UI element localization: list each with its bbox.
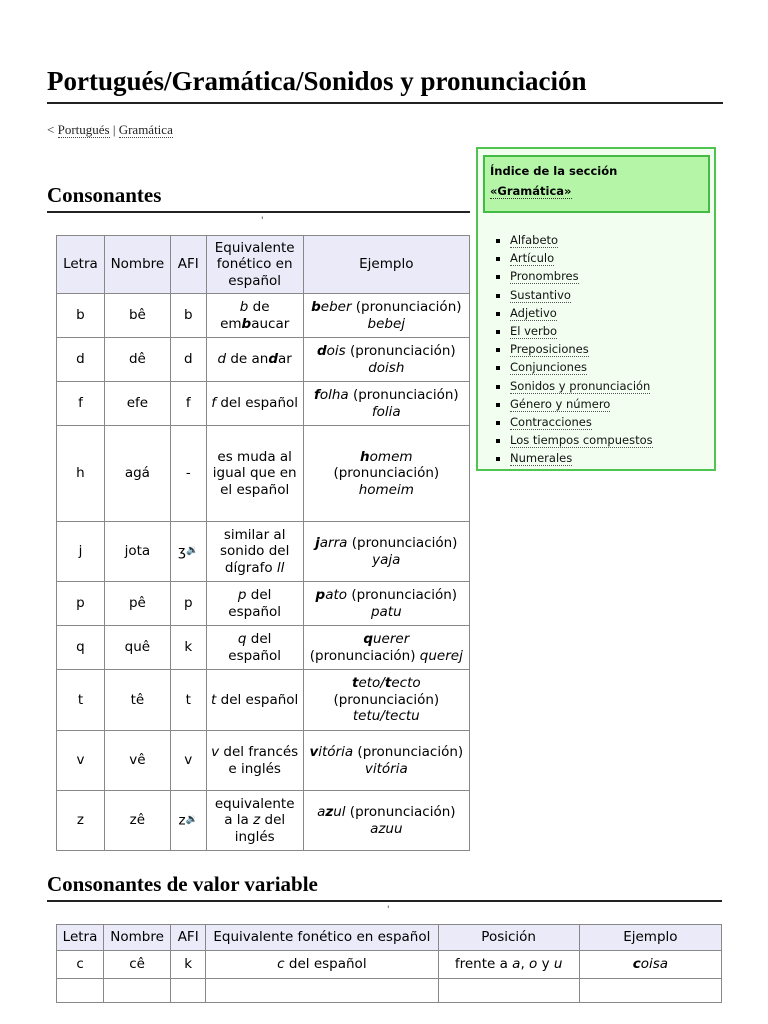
table-row [57, 426, 470, 522]
table-row [57, 626, 470, 670]
table-cell-equivalente: f del español [206, 382, 303, 426]
table-cell-ejemplo: teto/tecto (pronunciación) tetu/tectu [303, 670, 469, 731]
index-link[interactable]: Adjetivo [510, 305, 557, 320]
table-cell-afi [171, 951, 206, 979]
index-link[interactable]: Preposiciones [510, 342, 589, 357]
index-item [510, 358, 653, 376]
afi-symbol: d [184, 351, 193, 368]
table-cell-letra: c [57, 951, 104, 979]
table-cell-letra [57, 979, 104, 1003]
table-cell-posicion: frente a a, o y u [438, 951, 579, 979]
column-header: Equivalente fonético en español [206, 925, 438, 951]
table-row [57, 731, 470, 791]
table-cell-nombre: jota [104, 522, 170, 582]
table-cell-afi [170, 791, 206, 851]
table-cell-nombre: quê [104, 626, 170, 670]
afi-symbol: - [185, 465, 191, 482]
index-item [510, 431, 653, 449]
table-cell-letra: t [57, 670, 105, 731]
afi-symbol: ʒ [178, 543, 186, 560]
table-row [57, 979, 722, 1003]
table-row [57, 582, 470, 626]
index-link[interactable]: Los tiempos compuestos [510, 433, 653, 448]
column-header: AFI [170, 236, 206, 294]
breadcrumb-link-gramatica[interactable]: Gramática [118, 122, 173, 137]
table-cell-nombre: efe [104, 382, 170, 426]
table-cell-nombre: zê [104, 791, 170, 851]
table-cell-afi [170, 426, 206, 522]
index-item [510, 304, 653, 322]
speaker-icon[interactable]: 🔉 [185, 545, 199, 557]
table-cell-letra: p [57, 582, 105, 626]
column-header: Ejemplo [303, 236, 469, 294]
table-cell-posicion [438, 979, 579, 1003]
table-cell-equivalente: c del español [206, 951, 438, 979]
table-cell-ejemplo: vitória (pronunciación) vitória [303, 731, 469, 791]
index-link[interactable]: El verbo [510, 324, 558, 339]
index-heading-line2: «Gramática» [490, 184, 572, 198]
table-cell-equivalente: similar al sonido del dígrafo ll [206, 522, 303, 582]
table-cell-letra: q [57, 626, 105, 670]
index-item [510, 377, 653, 395]
column-header: Ejemplo [579, 925, 721, 951]
table-cell-afi [171, 979, 206, 1003]
table-cell-letra: b [57, 294, 105, 338]
index-item [510, 267, 653, 285]
table-cell-letra: v [57, 731, 105, 791]
index-item [510, 413, 653, 431]
table-cell-equivalente: b de embaucar [206, 294, 303, 338]
index-link[interactable]: Numerales [510, 451, 573, 466]
table-cell-letra: f [57, 382, 105, 426]
index-list [492, 231, 653, 468]
table-cell-ejemplo: dois (pronunciación) doish [303, 338, 469, 382]
afi-symbol: v [184, 752, 193, 769]
page-title: Portugués/Gramática/Sonidos y pronunciación [47, 64, 723, 104]
table-cell-equivalente: v del francés e inglés [206, 731, 303, 791]
table-cell-nombre: pê [104, 582, 170, 626]
table-cell-letra: d [57, 338, 105, 382]
table-cell-equivalente: t del español [206, 670, 303, 731]
speaker-icon[interactable]: 🔉 [185, 814, 199, 826]
breadcrumb [47, 122, 173, 138]
index-item [510, 395, 653, 413]
table-cell-ejemplo [579, 979, 721, 1003]
index-link[interactable]: Género y número [510, 396, 611, 411]
table-row [57, 522, 470, 582]
divider-mark: ' [261, 216, 264, 226]
table-cell-afi [170, 382, 206, 426]
table-row [57, 382, 470, 426]
breadcrumb-prefix: < [47, 122, 58, 137]
section-index-box [476, 147, 716, 471]
table-cell-nombre [104, 979, 171, 1003]
column-header: Nombre [104, 925, 171, 951]
breadcrumb-link-portugues[interactable]: Portugués [57, 122, 110, 137]
index-item [510, 340, 653, 358]
afi-symbol: k [184, 639, 193, 656]
index-item [510, 322, 653, 340]
table-cell-ejemplo: querer (pronunciación) querej [303, 626, 469, 670]
column-header: AFI [171, 925, 206, 951]
column-header: Nombre [104, 236, 170, 294]
table-cell-nombre: agá [104, 426, 170, 522]
table-cell-afi [170, 731, 206, 791]
table-cell-nombre: bê [104, 294, 170, 338]
index-item [510, 231, 653, 249]
table-cell-afi [170, 670, 206, 731]
index-heading [483, 155, 710, 213]
table-cell-ejemplo: pato (pronunciación) patu [303, 582, 469, 626]
index-link[interactable]: Conjunciones [510, 360, 588, 375]
index-link[interactable]: Pronombres [510, 269, 579, 284]
table-row [57, 791, 470, 851]
afi-symbol: z [178, 812, 186, 829]
afi-symbol: t [185, 691, 191, 708]
table-row [57, 338, 470, 382]
index-heading-line1: Índice de la sección [490, 164, 618, 178]
breadcrumb-separator: | [109, 122, 119, 137]
table-cell-ejemplo: azul (pronunciación) azuu [303, 791, 469, 851]
divider-mark: ' [387, 905, 390, 915]
table-row [57, 951, 722, 979]
index-link[interactable]: Artículo [510, 251, 555, 266]
table-row [57, 294, 470, 338]
table-cell-ejemplo: jarra (pronunciación) yaja [303, 522, 469, 582]
table-cell-letra: h [57, 426, 105, 522]
table-cell-ejemplo: coisa [579, 951, 721, 979]
index-item [510, 249, 653, 267]
table-cell-nombre: vê [104, 731, 170, 791]
afi-symbol: f [185, 395, 191, 412]
table-cell-letra: z [57, 791, 105, 851]
table-cell-ejemplo: homem (pronunciación) homeim [303, 426, 469, 522]
table-cell-equivalente: es muda al igual que en el español [206, 426, 303, 522]
table-cell-nombre: tê [104, 670, 170, 731]
afi-symbol: b [184, 307, 193, 324]
column-header: Letra [57, 925, 104, 951]
index-item [510, 286, 653, 304]
afi-symbol: k [184, 956, 193, 973]
table-cell-afi [170, 582, 206, 626]
afi-symbol: p [184, 595, 193, 612]
table-cell-equivalente [206, 979, 438, 1003]
index-link[interactable]: Sustantivo [510, 287, 571, 302]
table-cell-ejemplo: beber (pronunciación) bebej [303, 294, 469, 338]
column-header: Letra [57, 236, 105, 294]
column-header: Posición [438, 925, 579, 951]
consonantes-variable-table [56, 924, 722, 1003]
index-link[interactable]: Alfabeto [510, 233, 559, 247]
table-cell-nombre: cê [104, 951, 171, 979]
table-cell-equivalente: q del español [206, 626, 303, 670]
table-cell-nombre: dê [104, 338, 170, 382]
table-cell-afi [170, 338, 206, 382]
table-cell-afi [170, 294, 206, 338]
table-cell-equivalente: d de andar [206, 338, 303, 382]
consonantes-table [56, 235, 470, 851]
table-cell-letra: j [57, 522, 105, 582]
table-cell-afi [170, 626, 206, 670]
table-cell-equivalente: equivalente a la z del inglés [206, 791, 303, 851]
table-cell-equivalente: p del español [206, 582, 303, 626]
column-header: Equivalente fonético en español [206, 236, 303, 294]
table-cell-afi [170, 522, 206, 582]
index-item [510, 449, 653, 467]
index-link[interactable]: Sonidos y pronunciación [510, 378, 651, 393]
table-cell-ejemplo: folha (pronunciación) folia [303, 382, 469, 426]
index-link[interactable]: Contracciones [510, 415, 592, 430]
section-heading-consonantes-variable: Consonantes de valor variable [47, 872, 722, 902]
section-heading-consonantes: Consonantes [47, 183, 470, 213]
table-row [57, 670, 470, 731]
